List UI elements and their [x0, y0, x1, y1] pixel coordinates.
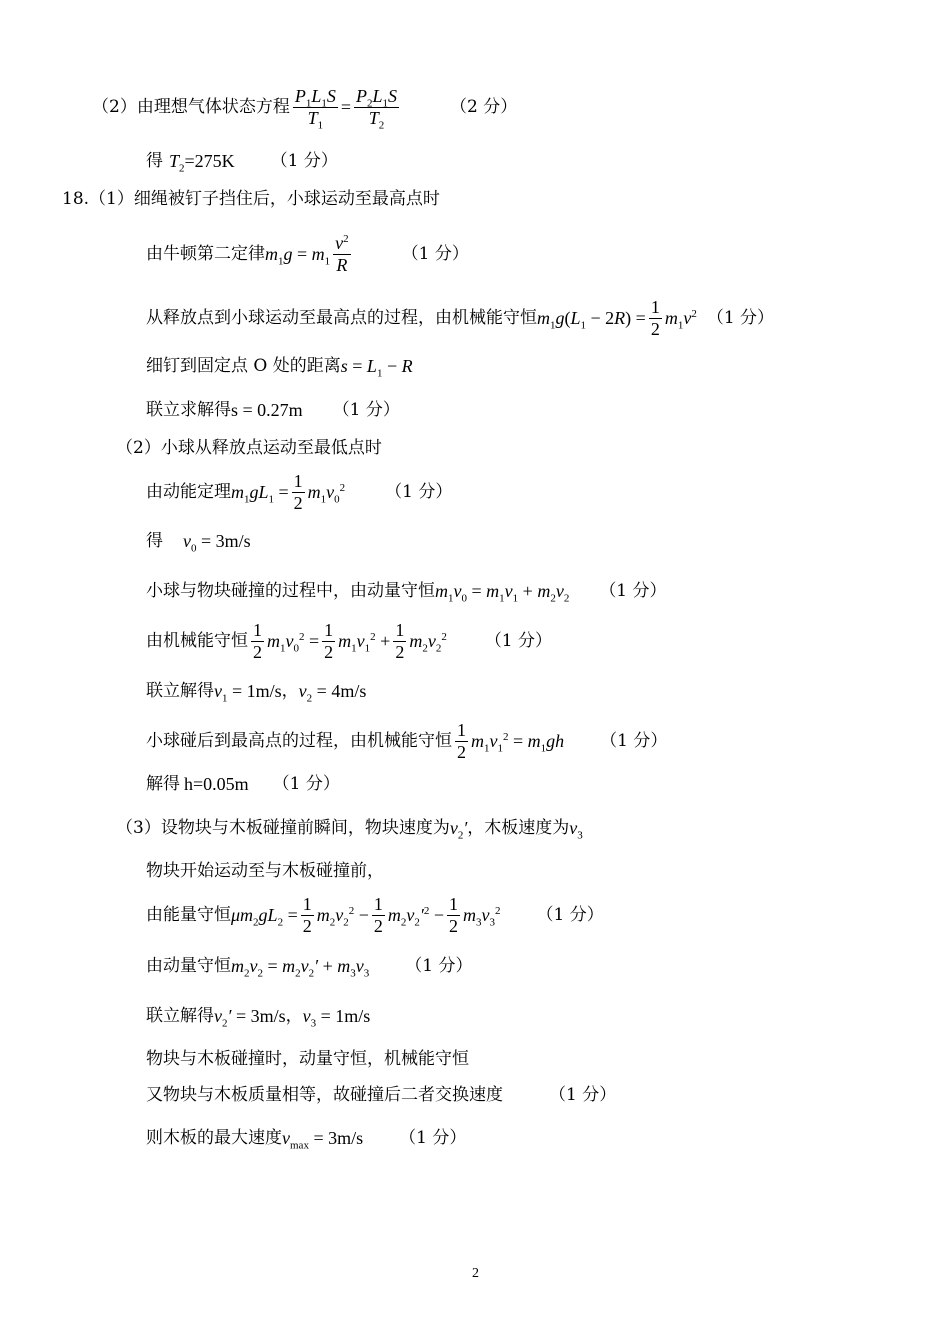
formula-fraction: $\frac{1}{2}$ — [324, 619, 334, 662]
score: （1 分） — [600, 730, 668, 751]
formula-fraction: $\frac{1}{2}$ — [253, 619, 262, 662]
formula-fraction: $\frac{P_2L_1S}{T_2}$ — [356, 85, 398, 132]
line-v1-v2-result: 联立解得 $v_1$ = 1m/s ， $v_2$ = 4m/s — [146, 680, 367, 705]
text-label: 联立求解得 — [146, 399, 231, 420]
formula-fraction: $\frac{1}{2}$ — [457, 719, 466, 762]
line-q18-heading — [62, 188, 440, 210]
score: （1 分） — [272, 773, 340, 794]
formula-fraction: $\frac{1}{2}$ — [448, 893, 458, 936]
line-momentum-1: 小球与物块碰撞的过程中，由动量守恒 $m_1v_0$ = $m_1v_1$ + $m_2v_2$ （1 分） — [146, 580, 667, 605]
separator: ， — [285, 1005, 303, 1026]
line-velocity-exchange — [146, 1084, 616, 1106]
line-momentum-2: 由动量守恒 $m_2v_2$ = $m_2v_2'$ + $m_3v_3$ （1 分） — [146, 955, 473, 980]
line-vmax-result: 则木板的最大速度 $v_{max}$ = 3m/s （1 分） — [146, 1127, 467, 1152]
text-label: 由能量守恒 — [146, 904, 231, 925]
score: （1 分） — [536, 904, 604, 925]
section-heading: （3）设物块与木板碰撞前瞬间，物块速度为 — [116, 817, 450, 838]
line-mechanical-energy-2: 小球碰后到最高点的过程，由机械能守恒 $\frac{1}{2}$ $m_1v_1^2$ = $m_1gh$ （1 分） — [146, 719, 668, 762]
formula-fraction: $\frac{1}{2}$ — [302, 893, 312, 936]
separator: ， — [281, 680, 299, 701]
line-v0-result: 得 $v_0$ = 3m/s — [146, 530, 251, 555]
score: （2 分） — [450, 96, 518, 117]
line-s-result — [146, 399, 400, 421]
result-value: s = 0.27m — [231, 400, 303, 420]
line-mechanical-energy-1: 由机械能守恒 $\frac{1}{2}$ $m_1v_0^2$ = $\frac{1}{2}$ $m_1v_1^2$ + $\frac{1}{2}$ $m_2v_2^2$ （1 分） — [146, 619, 553, 662]
text-label: （2）由理想气体状态方程 — [92, 96, 290, 117]
text-label: 由动能定理 — [146, 481, 231, 502]
text-label: 由牛顿第二定律 — [146, 243, 265, 264]
text-label: 联立解得 — [146, 1005, 214, 1026]
line-t2-result: 得 $T_2$ =275K （1 分） — [146, 150, 338, 175]
question-heading: 18.（1）细绳被钉子挡住后，小球运动至最高点时 — [62, 188, 440, 209]
text-label: 小球碰后到最高点的过程，由机械能守恒 — [146, 730, 452, 751]
score: （1 分） — [549, 1084, 617, 1105]
score: （1 分） — [270, 150, 338, 171]
score: （1 分） — [399, 1127, 467, 1148]
text-label: 物块与木板碰撞时，动量守恒，机械能守恒 — [146, 1048, 469, 1069]
result-value: =275K — [184, 151, 235, 171]
text-label: 得 — [146, 530, 163, 551]
line-before-collision — [146, 860, 384, 882]
line-newton: 由牛顿第二定律 $m_1g$ = $m_1$ $\frac{v^2}{R}$ （1 分） — [146, 232, 469, 275]
formula-fraction: $\frac{1}{2}$ — [373, 893, 383, 936]
score: （1 分） — [706, 307, 775, 328]
line-h-result — [146, 773, 340, 795]
page-number: 2 — [472, 1266, 479, 1281]
score: （1 分） — [401, 243, 469, 264]
text-label: 又物块与木板质量相等，故碰撞后二者交换速度 — [146, 1084, 503, 1105]
line-part3-heading: （3）设物块与木板碰撞前瞬间，物块速度为 $v_2'$ ，木板速度为 $v_3$ — [116, 817, 583, 842]
line-v2prime-v3-result: 联立解得 $v_2'$ = 3m/s ， $v_3$ = 1m/s — [146, 1005, 371, 1030]
score: （1 分） — [332, 399, 400, 420]
line-kinetic-energy: 由动能定理 $m_1gL_1$ = $\frac{1}{2}$ $m_1v_0^2$ （1 分） — [146, 470, 453, 513]
formula-fraction: $\frac{1}{2}$ — [395, 619, 405, 662]
section-heading: （2）小球从释放点运动至最低点时 — [116, 437, 382, 458]
text-label: 细钉到固定点 O 处的距离 — [146, 355, 341, 376]
score: （1 分） — [405, 955, 473, 976]
line-energy-conservation: 从释放点到小球运动至最高点的过程，由机械能守恒 $m_1g$ ( $L_1$ − 2 R ) = $\frac{1}{2}$ $m_1v^2$ （1 分） — [146, 296, 775, 339]
formula-fraction: $\frac{v^2}{R}$ — [335, 232, 349, 275]
text-label: 得 — [146, 150, 163, 171]
formula-fraction: $\frac{P_1L_1S}{T_1}$ — [294, 85, 336, 132]
text-label: 小球与物块碰撞的过程中，由动量守恒 — [146, 580, 435, 601]
text-mid: ，木板速度为 — [467, 817, 570, 838]
text-label: 解得 — [146, 773, 180, 794]
score: （1 分） — [385, 481, 453, 502]
formula-fraction: $\frac{1}{2}$ — [650, 296, 660, 339]
score: （1 分） — [484, 630, 553, 651]
result-value: h=0.05m — [184, 774, 249, 794]
text-label: 由动量守恒 — [146, 955, 231, 976]
text-label: 从释放点到小球运动至最高点的过程，由机械能守恒 — [146, 307, 537, 328]
text-label: 由机械能守恒 — [146, 630, 248, 651]
line-collision-conservation — [146, 1048, 469, 1070]
text-label: 联立解得 — [146, 680, 214, 701]
score: （1 分） — [599, 580, 667, 601]
formula-fraction: $\frac{1}{2}$ — [293, 470, 303, 513]
line-nail-distance: 细钉到固定点 O 处的距离 s = $L_1$ − R — [146, 355, 413, 380]
line-energy-balance: 由能量守恒 $\mu m_2gL_2$ = $\frac{1}{2}$ $m_2v_2^2$ − $\frac{1}{2}$ $m_2v_2'^2$ − $\frac{1}{2}$ $m_3v_3^2$ （1 分） — [146, 893, 604, 936]
line-part2-heading — [116, 437, 382, 459]
line-ideal-gas: （2）由理想气体状态方程 $\frac{P_1L_1S}{T_1}$ = $\frac{P_2L_1S}{T_2}$ （2 分） — [92, 85, 518, 132]
text-label: 物块开始运动至与木板碰撞前， — [146, 860, 384, 881]
text-label: 则木板的最大速度 — [146, 1127, 282, 1148]
